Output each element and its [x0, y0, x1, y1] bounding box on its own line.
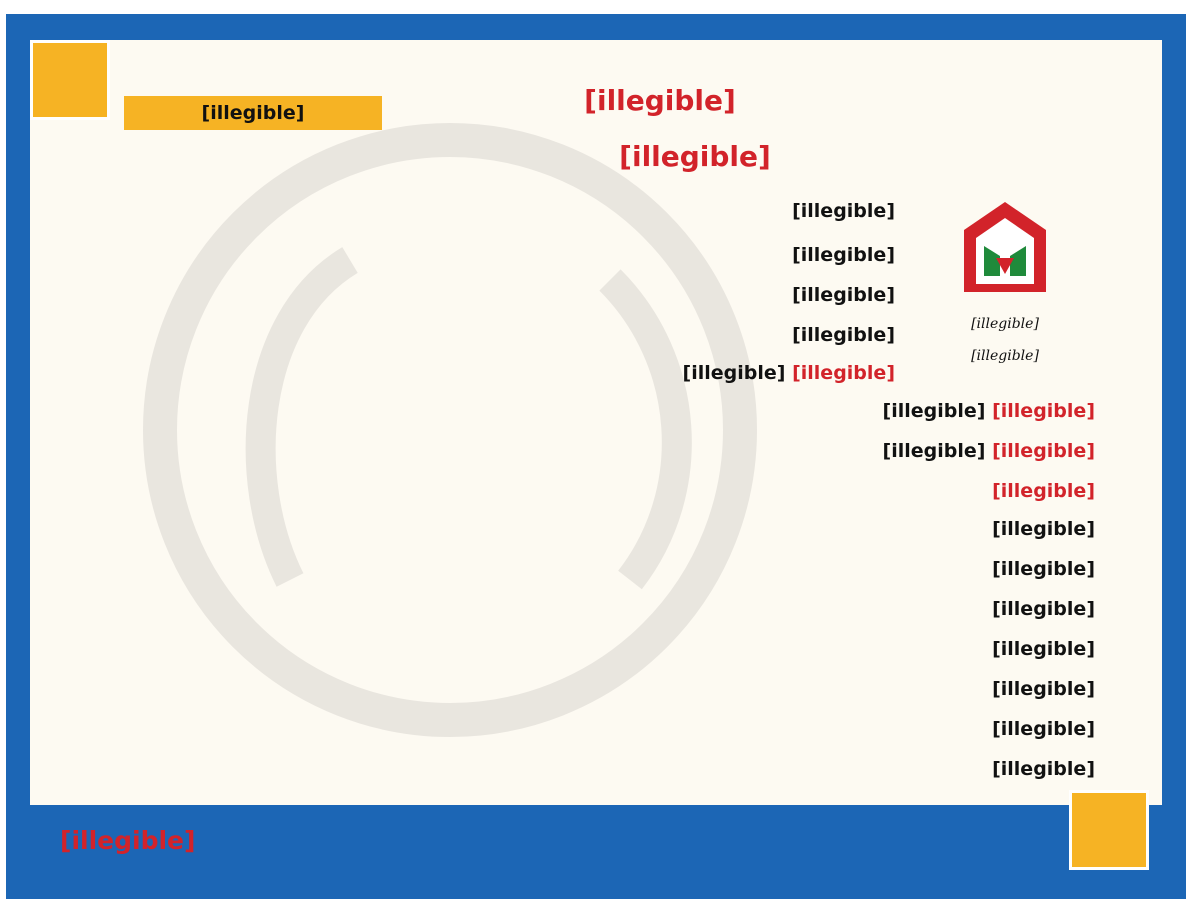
footer-organization: [illegible]	[60, 826, 196, 855]
requirement-item-3: [illegible]	[992, 638, 1095, 660]
visit-date-value: [illegible]	[882, 400, 986, 422]
logo-caption-line1: [illegible]	[971, 316, 1039, 332]
hold-date-value: [illegible]	[882, 440, 986, 462]
publish-date-row	[683, 362, 895, 384]
visit-date-row	[883, 400, 1095, 422]
contact-line-1: [illegible]	[992, 718, 1095, 740]
intro-line-3: [illegible]	[792, 284, 895, 306]
requirement-item-2-line-1: [illegible]	[992, 558, 1095, 580]
visit-date-label: [illegible]	[992, 400, 1095, 422]
contact-line-2: [illegible]	[992, 758, 1095, 780]
requirement-item-2-line-2: [illegible]	[992, 598, 1095, 620]
organization-logo-caption	[905, 316, 1105, 364]
page-title: [illegible]	[584, 84, 736, 117]
organization-logo	[950, 196, 1060, 306]
intro-line-2: [illegible]	[792, 244, 895, 266]
hold-date-label: [illegible]	[992, 440, 1095, 462]
logo-caption-line2: [illegible]	[971, 348, 1039, 364]
hold-date-row	[883, 440, 1095, 462]
publish-date-label: [illegible]	[792, 362, 895, 384]
page-subtitle: [illegible]	[619, 140, 771, 173]
notice-id-badge: [illegible]	[124, 96, 382, 130]
intro-line-4: [illegible]	[792, 324, 895, 346]
publish-date-value: [illegible]	[682, 362, 786, 384]
corner-decoration-top-left	[30, 40, 110, 120]
requirement-item-1: [illegible]	[992, 518, 1095, 540]
requirements-heading: [illegible]	[992, 480, 1095, 502]
corner-decoration-bottom-right	[1069, 790, 1149, 870]
support-line: [illegible]	[992, 678, 1095, 700]
intro-line-1: [illegible]	[792, 200, 895, 222]
